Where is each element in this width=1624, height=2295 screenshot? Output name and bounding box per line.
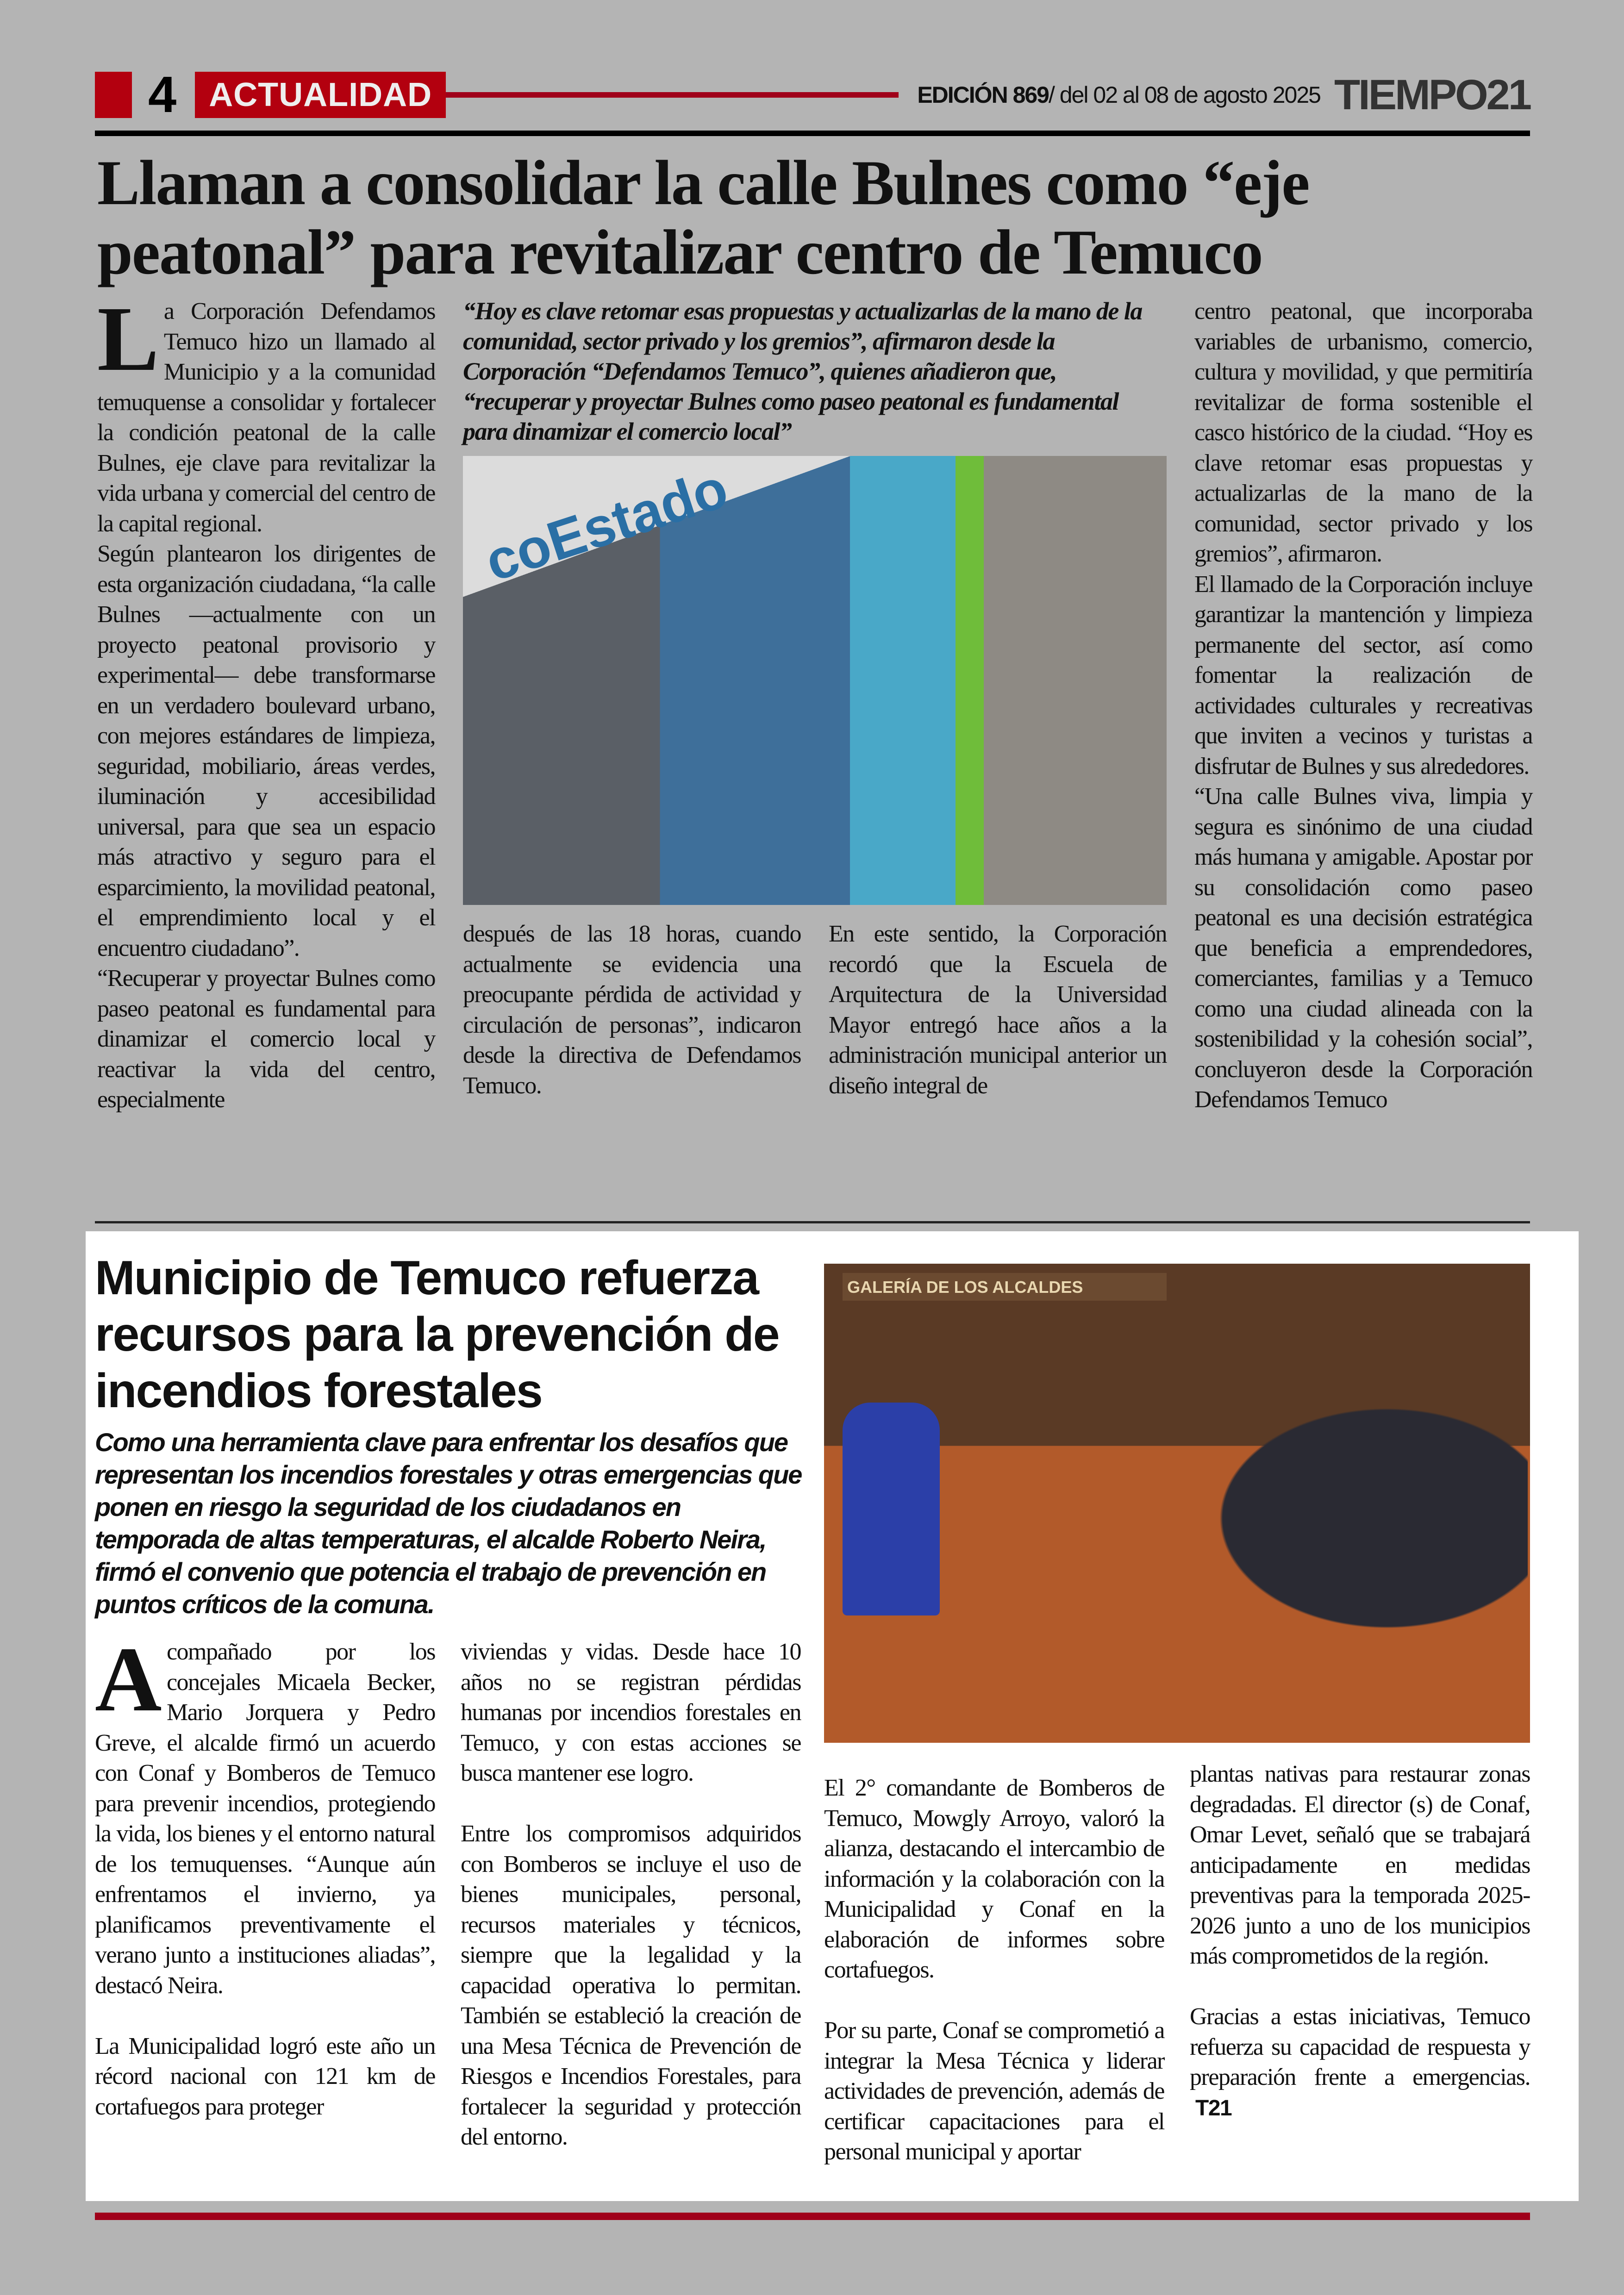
article2-left-columns (95, 1628, 803, 2152)
article2-deck: Como una herramienta clave para enfrentar los desafíos que representan los incendios forestales y otras emergencias que ponen en riesgo la seguridad de los ciudadanos en temporada de altas temperaturas, el alcalde Roberto Neira, firmó el convenio que potencia el trabajo de prevención en puntos críticos de la comuna. (95, 1428, 802, 1619)
page-number: 4 (148, 66, 177, 123)
article1-center-columns (463, 919, 1167, 1101)
header-rule (95, 131, 1530, 136)
paragraph: “Una calle Bulnes viva, limpia y segura es sinónimo de una ciudad más humana y amigable. Apostar por su consolidación como paseo peatonal es una decisión estratégica que beneficia a emprendedores, comerciantes, familias y a Temuco como una ciudad alineada con la sostenibilidad y la cohesión social”, concluyeron desde la Corporación Defendamos Temuco (1194, 783, 1532, 1113)
article2-right-columns (824, 1759, 1530, 2167)
drop-cap: A (95, 1628, 161, 1731)
article1-col2a (463, 919, 801, 1101)
paragraph: El llamado de la Corporación incluye garantizar la mantención y limpieza permanente del sector, así como fomentar la realización de actividades culturales y recreativas que inviten a vecinos y turistas a disfrutar de Bulnes y sus alrededores. (1194, 571, 1532, 780)
end-mark-logo: T21 (1195, 2095, 1232, 2120)
paragraph: centro peatonal, que incorporaba variables de urbanismo, comercio, cultura y movilidad, y que permitiría revitalizar de forma sostenible el casco histórico de la ciudad. “Hoy es clave retomar esas propuestas y actualizarlas de la mano de la comunidad, sector privado y los gremios”, afirmaron. (1194, 298, 1532, 567)
article1-col3 (1194, 296, 1532, 1115)
edition-dates: / del 02 al 08 de agosto 2025 (1049, 82, 1320, 108)
article1 (97, 148, 1532, 1115)
paragraph: después de las 18 horas, cuando actualmente se evidencia una preocupante pérdida de actividad y circulación de personas”, indicaron desde la directiva de Defendamos Temuco. (463, 921, 801, 1099)
paragraph: Según plantearon los dirigentes de esta organización ciudadana, “la calle Bulnes —actualmente con un proyecto peatonal provisorio y experimental— debe transformarse en un verdadero boulevard urbano, con mejores estándares de limpieza, seguridad, mobiliario, áreas verdes, iluminación y accesibilidad universal, para que sea un espacio más atractivo y seguro para el esparcimiento, la movilidad peatonal, el emprendimiento local y el encuentro ciudadano”. (97, 541, 435, 961)
paragraph: viviendas y vidas. Desde hace 10 años no se registran pérdidas humanas por incendios forestales en Temuco, y con estas acciones se busca mantener ese logro. (461, 1639, 801, 1786)
header-divider (446, 92, 899, 98)
closing-text: Gracias a estas iniciativas, Temuco refuerza su capacidad de respuesta y preparación frente a emergencias. (1190, 2003, 1530, 2090)
meeting-photo (824, 1264, 1530, 1743)
article2-col2 (461, 1637, 801, 2152)
article2-left (95, 1250, 803, 2152)
photo-sign: coEstado (478, 456, 735, 593)
paragraph: a Corporación Defendamos Temuco hizo un llamado al Municipio y a la comunidad temuquense a consolidar y fortalecer la condición peatonal de la calle Bulnes, eje clave para revitalizar la vida urbana y comercial del centro de la capital regional. (97, 298, 435, 537)
speaker-figure (843, 1403, 940, 1615)
paragraph: El 2° comandante de Bomberos de Temuco, Mowgly Arroyo, valoró la alianza, destacando el intercambio de información y la colaboración con la Municipalidad y Conaf en la elaboración de informes sobre cortafuegos. (824, 1775, 1164, 1983)
newspaper-logo: TIEMPO21 (1334, 71, 1530, 118)
article2-right (824, 1250, 1530, 2167)
section-label: ACTUALIDAD (195, 72, 446, 118)
article1-center (463, 296, 1167, 1101)
paragraph: “Recuperar y proyectar Bulnes como paseo peatonal es fundamental para dinamizar el comercio local y reactivar la vida del centro, especialmente (97, 965, 435, 1113)
edition-number: EDICIÓN 869 (917, 82, 1049, 108)
paragraph: plantas nativas para restaurar zonas degradadas. El director (s) de Conaf, Omar Levet, señaló que se trabajará anticipadamente en medidas preventivas para la temporada 2025-2026 junto a uno de los municipios más comprometidos de la región. (1190, 1761, 1530, 1969)
article1-col2b (829, 919, 1167, 1101)
article-divider (95, 1221, 1530, 1223)
section-marker (95, 72, 132, 118)
paragraph: Por su parte, Conaf se comprometió a integrar la Mesa Técnica y liderar actividades de prevención, además de certificar capacitaciones para el personal municipal y aportar (824, 2017, 1164, 2165)
edition-info (917, 81, 1320, 108)
article1-columns (97, 288, 1532, 1115)
article2-col4 (1190, 1759, 1530, 2123)
article2-col1 (95, 1628, 435, 2122)
bulnes-street-photo (463, 456, 1167, 905)
audience-figure (1176, 1379, 1528, 1657)
drop-cap: L (97, 288, 158, 390)
paragraph: La Municipalidad logró este año un récord nacional con 121 km de cortafuegos para proteger (95, 2033, 435, 2120)
article1-headline: Llaman a consolidar la calle Bulnes como “eje peatonal” para revitalizar centro de Temuco (97, 147, 1309, 287)
paragraph: Entre los compromisos adquiridos con Bomberos se incluye el uso de bienes municipales, personal, recursos materiales y técnicos, siempre que la legalidad y la capacidad operativa lo permitan. También se estableció la creación de una Mesa Técnica de Prevención de Riesgos e Incendios Forestales, para fortalecer la seguridad y protección del entorno. (461, 1821, 801, 2150)
photo-banner: GALERÍA DE LOS ALCALDES (843, 1273, 1167, 1301)
pull-quote: “Hoy es clave retomar esas propuestas y actualizarlas de la mano de la comunidad, sector privado y los gremios”, afirmaron desde la Corporación “Defendamos Temuco”, quienes añadieron que, “recuperar y proyectar Bulnes como paseo peatonal es fundamental para dinamizar el comercio local” (463, 297, 1142, 445)
paragraph: compañado por los concejales Micaela Becker, Mario Jorquera y Pedro Greve, el alcalde firmó un acuerdo con Conaf y Bomberos de Temuco para prevenir incendios, protegiendo la vida, los bienes y el entorno natural de los temuquenses. “Aunque aún enfrentamos el invierno, ya planificamos preventivamente el verano junto a instituciones aliadas”, destacó Neira. (95, 1639, 435, 1999)
article1-col1 (97, 288, 435, 1115)
paragraph: En este sentido, la Corporación recordó que la Escuela de Arquitectura de la Universidad Mayor entregó hace años a la administración municipal anterior un diseño integral de (829, 921, 1167, 1099)
article2 (95, 1250, 1530, 2167)
page-header (95, 65, 1530, 125)
article2-col3 (824, 1773, 1164, 2167)
article2-headline: Municipio de Temuco refuerza recursos para la prevención de incendios forestales (95, 1251, 779, 1418)
footer-rule (95, 2213, 1530, 2220)
paragraph (1190, 2002, 1530, 2123)
